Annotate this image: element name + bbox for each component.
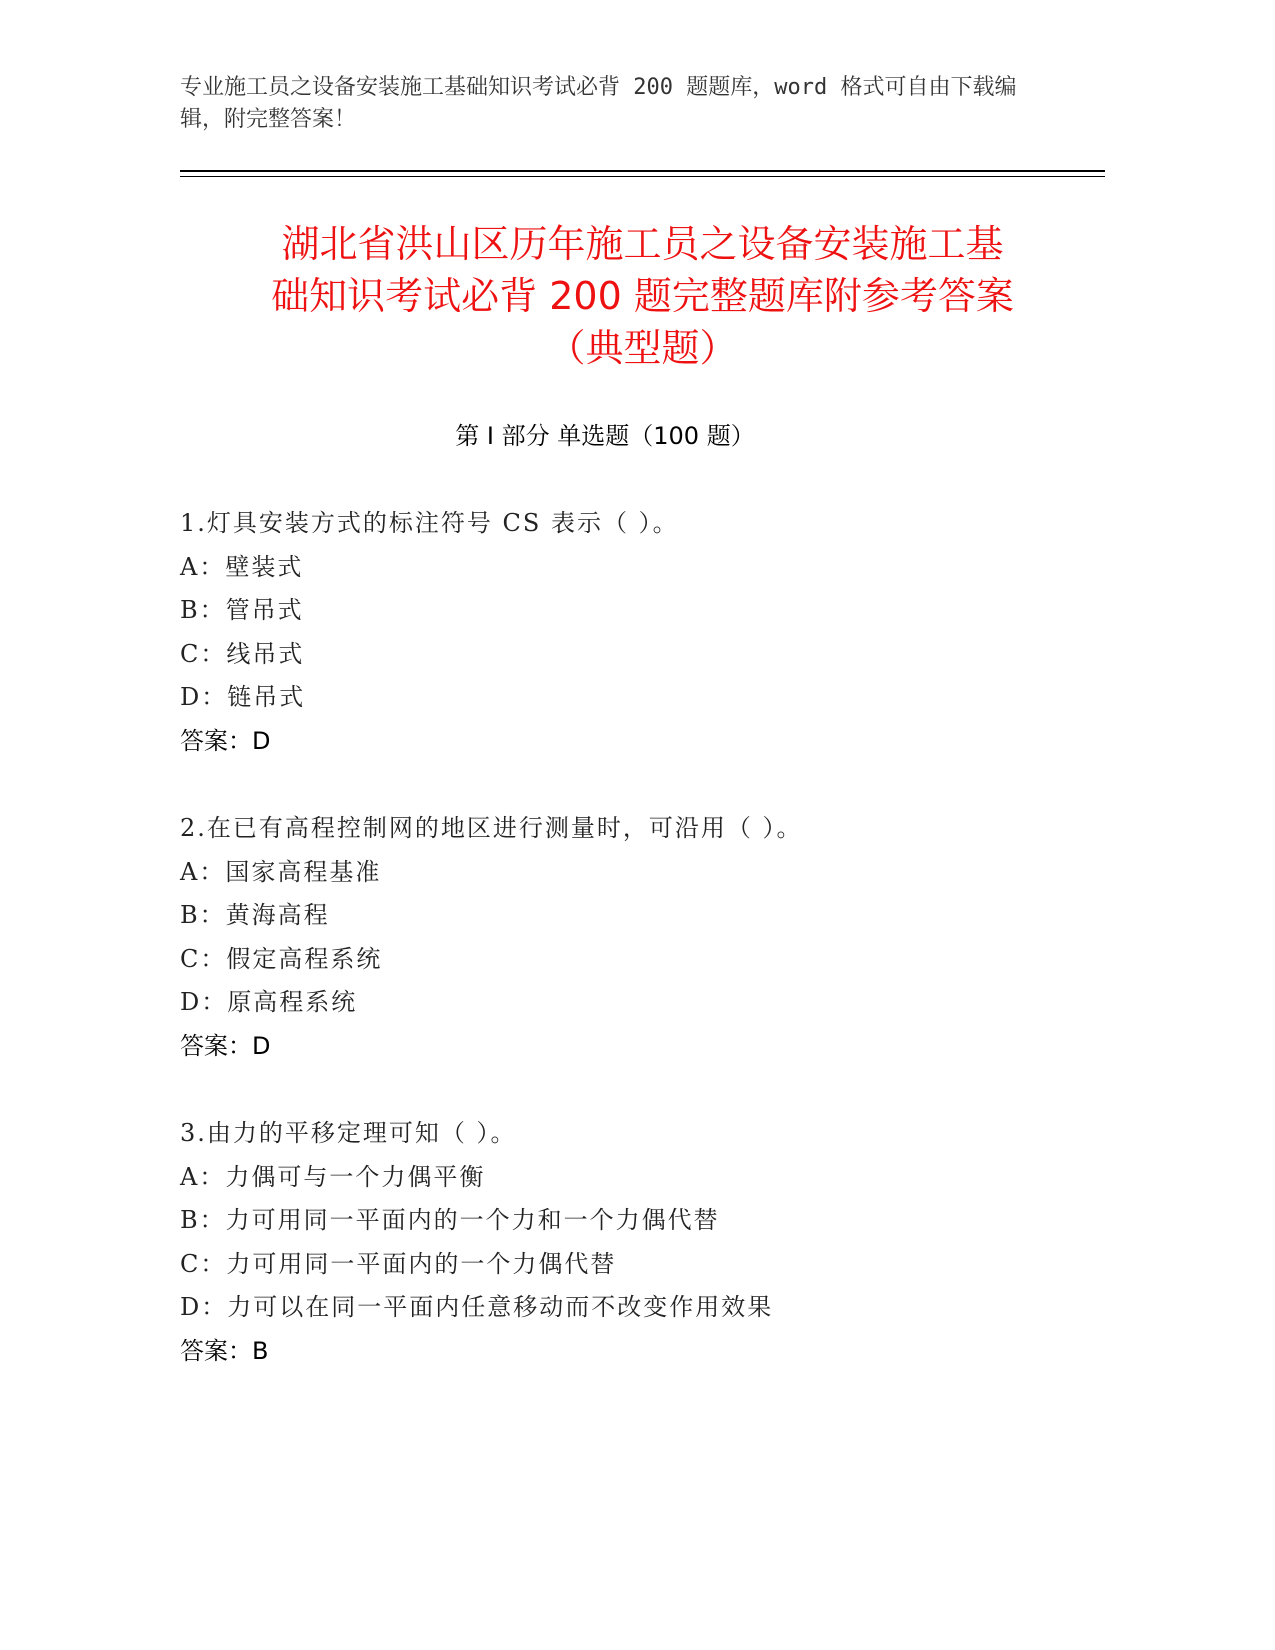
title-line: （典型题） [547, 326, 738, 370]
header-divider-thin [180, 176, 1105, 177]
question-stem: 3.由力的平移定理可知（ ）。 [180, 1119, 517, 1147]
section-title: 第 I 部分 单选题（100 题） [455, 422, 755, 450]
header-divider-thick [180, 170, 1105, 172]
option-c: C：假定高程系统 [180, 944, 383, 973]
option-b: B：管吊式 [180, 596, 304, 624]
question-stem: 1.灯具安装方式的标注符号 CS 表示（ ）。 [180, 509, 679, 537]
answer: 答案：B [180, 1336, 269, 1365]
option-a: A：壁装式 [180, 552, 304, 581]
option-c: C：力可用同一平面内的一个力偶代替 [180, 1249, 617, 1278]
option-d: D：链吊式 [180, 683, 306, 711]
question-2 [180, 807, 1080, 1068]
option-b: B：黄海高程 [180, 901, 330, 929]
option-c: C：线吊式 [180, 639, 305, 668]
question-3 [180, 1112, 1080, 1373]
title-line: 础知识考试必背 200 题完整题库附参考答案 [271, 274, 1014, 318]
option-d: D：原高程系统 [180, 988, 358, 1016]
answer: 答案：D [180, 726, 271, 755]
option-d: D：力可以在同一平面内任意移动而不改变作用效果 [180, 1293, 774, 1321]
option-b: B：力可用同一平面内的一个力和一个力偶代替 [180, 1206, 720, 1234]
question-1 [180, 502, 1080, 763]
question-stem: 2.在已有高程控制网的地区进行测量时，可沿用（ ）。 [180, 814, 803, 842]
option-a: A：力偶可与一个力偶平衡 [180, 1162, 486, 1191]
document-title [180, 218, 1105, 374]
header-note: 专业施工员之设备安装施工基础知识考试必背 200 题题库，word 格式可自由下载编辑，附完整答案！ [180, 75, 1017, 132]
answer: 答案：D [180, 1031, 271, 1060]
title-line: 湖北省洪山区历年施工员之设备安装施工基 [281, 222, 1004, 266]
option-a: A：国家高程基准 [180, 857, 382, 886]
